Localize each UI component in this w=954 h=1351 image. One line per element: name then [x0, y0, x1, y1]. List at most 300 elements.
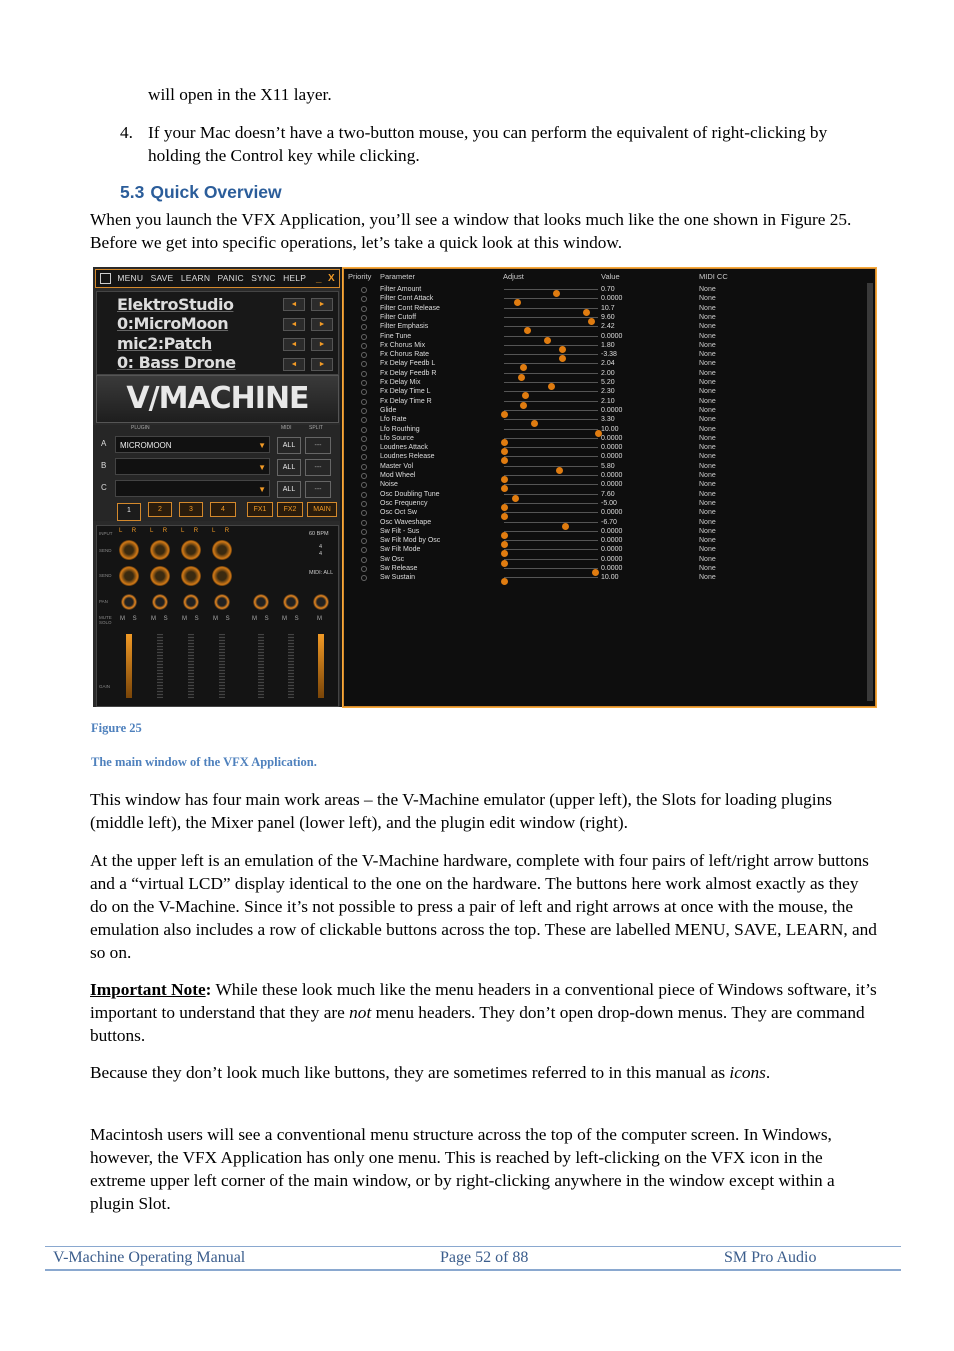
- parameter-row: [344, 397, 864, 406]
- parameter-row: [344, 471, 864, 480]
- note-text-a: While these look much like the menu headers in a conventional piece of Windows software, it’s important to understand that they are: [90, 980, 877, 1022]
- adjust-slider[interactable]: [504, 568, 598, 569]
- adjust-slider[interactable]: [504, 289, 598, 290]
- icons-text-a: Because they don’t look much like buttons, they are sometimes referred to in this manual as: [90, 1063, 730, 1082]
- parameter-value[interactable]: 0.0000: [601, 332, 623, 340]
- parameter-row: [344, 499, 864, 508]
- adjust-slider[interactable]: [504, 549, 598, 550]
- midi-cc[interactable]: None: [699, 453, 716, 461]
- pan-knob[interactable]: [183, 594, 199, 610]
- adjust-slider[interactable]: [504, 429, 598, 430]
- mute-solo-buttons[interactable]: M S: [252, 616, 272, 622]
- priority-radio[interactable]: [361, 352, 367, 358]
- input-lr: L R: [150, 528, 172, 534]
- adjust-slider[interactable]: [504, 363, 598, 364]
- priority-radio[interactable]: [361, 408, 367, 414]
- important-note-colon: :: [205, 980, 212, 999]
- intro-paragraph: When you launch the VFX Application, you’ll see a window that looks much like the one shown in Figure 25. Before we get into specific operations, let’s take a quick look at this window.: [90, 210, 852, 252]
- parameter-value[interactable]: 2.10: [601, 397, 615, 405]
- chevron-down-icon: ▼: [258, 441, 266, 450]
- adjust-slider[interactable]: [504, 354, 598, 355]
- midi-cc[interactable]: None: [699, 546, 716, 554]
- parameter-row: [344, 341, 864, 350]
- parameter-name: Fx Chorus Mix: [380, 341, 426, 349]
- parameter-row: [344, 350, 864, 359]
- midi-cc[interactable]: None: [699, 323, 716, 331]
- menu-bar: [95, 269, 340, 288]
- midi-cc[interactable]: None: [699, 518, 716, 526]
- send-knob[interactable]: [212, 540, 232, 560]
- parameter-value[interactable]: 0.0000: [601, 546, 623, 554]
- priority-radio[interactable]: [361, 575, 367, 581]
- parameter-name: Mod Wheel: [380, 472, 416, 479]
- midi-cc[interactable]: None: [699, 537, 716, 545]
- time-signature-top: 4: [319, 544, 323, 550]
- parameter-row: [344, 332, 864, 341]
- mute-solo-buttons[interactable]: M S: [151, 616, 171, 622]
- scrollbar[interactable]: [867, 283, 873, 701]
- parameter-row: [344, 313, 864, 322]
- priority-radio[interactable]: [361, 315, 367, 321]
- tab-1[interactable]: 1: [117, 503, 141, 521]
- virtual-lcd: [96, 291, 339, 375]
- midi-cc[interactable]: None: [699, 360, 716, 368]
- priority-radio[interactable]: [361, 287, 367, 293]
- parameter-value[interactable]: 2.00: [601, 369, 615, 377]
- help-button[interactable]: HELP: [283, 273, 307, 283]
- priority-radio[interactable]: [361, 380, 367, 386]
- parameter-name: Osc Oct Sw: [380, 509, 417, 517]
- midi-cc[interactable]: None: [699, 332, 716, 340]
- note-emphasis: not: [349, 1003, 372, 1022]
- list-number: 4.: [120, 123, 133, 142]
- adjust-slider[interactable]: [504, 391, 598, 392]
- slot-c: [93, 479, 340, 499]
- plugin-select[interactable]: [115, 480, 270, 497]
- adjust-slider[interactable]: [504, 475, 598, 476]
- priority-radio[interactable]: [361, 557, 367, 563]
- priority-radio[interactable]: [361, 361, 367, 367]
- midi-cc[interactable]: None: [699, 295, 716, 303]
- figure-caption: The main window of the VFX Application.: [91, 755, 317, 769]
- priority-radio[interactable]: [361, 473, 367, 479]
- send-knob[interactable]: [181, 540, 201, 560]
- adjust-slider[interactable]: [504, 438, 598, 439]
- paragraph-work-areas: This window has four main work areas – the V-Machine emulator (upper left), the Slots for loading plugins (middle left), the Mixer panel (lower left), and the plugin edit window (right).: [90, 790, 832, 832]
- paragraph-emulator: At the upper left is an emulation of the V-Machine hardware, complete with four pairs of left/right arrow buttons and a “virtual LCD” display identical to the one on the hardware. The buttons here work almost exactly as they do on the V-Machine. Since it’s not possible to press a pair of left and right arrows at once with the mouse, the emulation also includes a row of clickable buttons across the top. These are labelled MENU, SAVE, LEARN, and so on.: [90, 851, 877, 962]
- page-footer: [45, 1246, 901, 1271]
- parameter-row: [344, 536, 864, 545]
- parameter-value[interactable]: 0.0000: [601, 481, 623, 489]
- parameter-row: [344, 322, 864, 331]
- priority-radio[interactable]: [361, 566, 367, 572]
- plugin-select[interactable]: [115, 458, 270, 475]
- arrow-left-2[interactable]: ◄: [283, 318, 305, 331]
- minimize-icon[interactable]: _: [316, 273, 322, 284]
- page-number: Page 52 of 88: [440, 1249, 529, 1266]
- tab-fx2[interactable]: FX2: [277, 502, 303, 517]
- parameter-value[interactable]: 7.60: [601, 490, 615, 498]
- sync-button[interactable]: SYNC: [251, 273, 276, 283]
- adjust-slider[interactable]: [504, 484, 598, 485]
- gain-fader[interactable]: [188, 634, 194, 698]
- priority-radio[interactable]: [361, 482, 367, 488]
- learn-button[interactable]: LEARN: [180, 273, 211, 283]
- midi-cc[interactable]: None: [699, 313, 716, 321]
- mute-solo-buttons[interactable]: M S: [182, 616, 202, 622]
- parameter-name: Fx Delay Time R: [380, 397, 432, 405]
- parameter-header: Parameter: [380, 272, 416, 281]
- adjust-slider[interactable]: [504, 326, 598, 327]
- adjust-slider[interactable]: [504, 559, 598, 560]
- send-knob[interactable]: [150, 566, 170, 586]
- fx-fader[interactable]: [288, 634, 294, 698]
- parameter-value[interactable]: 0.0000: [601, 527, 623, 535]
- parameter-value[interactable]: 10.7: [601, 304, 615, 312]
- arrow-left-4[interactable]: ◄: [283, 358, 305, 371]
- bpm-display[interactable]: 60 BPM: [309, 531, 329, 537]
- fx-knob[interactable]: [283, 594, 299, 610]
- parameter-name: Filter Amount: [380, 286, 422, 293]
- parameter-value[interactable]: 0.0000: [601, 509, 623, 517]
- priority-radio[interactable]: [361, 445, 367, 451]
- parameter-row: [344, 573, 864, 582]
- parameter-row: [344, 285, 864, 294]
- note-text-b: menu headers. They don’t open drop-down menus. They are command buttons.: [90, 1003, 865, 1045]
- channel-strip-3: [179, 526, 205, 704]
- priority-radio[interactable]: [361, 436, 367, 442]
- parameter-name: Fine Tune: [380, 332, 412, 340]
- priority-radio[interactable]: [361, 399, 367, 405]
- vfx-icon[interactable]: [100, 273, 111, 284]
- adjust-slider[interactable]: [504, 540, 598, 541]
- parameter-value[interactable]: 9.60: [601, 313, 615, 321]
- pan-knob[interactable]: [152, 594, 168, 610]
- send-knob[interactable]: [212, 566, 232, 586]
- arrow-right-2[interactable]: ►: [311, 318, 333, 331]
- midi-cc[interactable]: None: [699, 509, 716, 517]
- main-knob[interactable]: [313, 594, 329, 610]
- midi-cc[interactable]: None: [699, 462, 716, 470]
- priority-radio[interactable]: [361, 454, 367, 460]
- parameter-value[interactable]: 0.70: [601, 286, 615, 293]
- lcd-line-3: mic2:Patch: [117, 334, 212, 353]
- parameter-value[interactable]: 2.42: [601, 323, 615, 331]
- adjust-slider[interactable]: [504, 419, 598, 420]
- main-fader[interactable]: [318, 634, 324, 698]
- adjust-slider[interactable]: [504, 345, 598, 346]
- gain-label: GAIN: [99, 684, 111, 689]
- priority-radio[interactable]: [361, 343, 367, 349]
- parameter-value[interactable]: -6.70: [601, 518, 617, 526]
- mixer-panel: [96, 525, 339, 707]
- midi-header: MIDI: [281, 425, 292, 431]
- split-button[interactable]: ---: [305, 459, 331, 476]
- send-knob[interactable]: [119, 540, 139, 560]
- parameter-row: [344, 480, 864, 489]
- plugin-header: PLUGIN: [131, 425, 150, 431]
- parameter-row: [344, 378, 864, 387]
- parameter-name: Noise: [380, 481, 398, 489]
- parameter-name: Sw Filt Mod by Osc: [380, 537, 441, 545]
- parameter-row: [344, 545, 864, 554]
- tab-fx1[interactable]: FX1: [247, 502, 273, 517]
- priority-radio[interactable]: [361, 501, 367, 507]
- parameter-value[interactable]: 10.00: [601, 425, 619, 433]
- midi-cc[interactable]: None: [699, 406, 716, 414]
- parameter-value[interactable]: 0.0000: [601, 453, 623, 461]
- chevron-down-icon: ▼: [258, 485, 266, 494]
- parameter-value[interactable]: 0.0000: [601, 406, 623, 414]
- lcd-line-2: 0:MicroMoon: [117, 314, 229, 333]
- parameter-name: Master Vol: [380, 462, 414, 470]
- parameter-value[interactable]: 0.0000: [601, 444, 623, 452]
- priority-radio[interactable]: [361, 492, 367, 498]
- gain-fader[interactable]: [157, 634, 163, 698]
- parameter-row: [344, 425, 864, 434]
- mixer-tabs: [93, 499, 340, 521]
- parameter-row: [344, 555, 864, 564]
- midi-cc[interactable]: None: [699, 499, 716, 507]
- parameter-value[interactable]: 5.20: [601, 379, 615, 386]
- send-knob[interactable]: [181, 566, 201, 586]
- footer-company: SM Pro Audio: [724, 1249, 817, 1266]
- input-lr: L R: [212, 528, 234, 534]
- adjust-slider[interactable]: [504, 456, 598, 457]
- midi-cc[interactable]: None: [699, 481, 716, 489]
- send-knob[interactable]: [150, 540, 170, 560]
- slot-a: [93, 435, 340, 455]
- parameter-row: [344, 304, 864, 313]
- midi-cc[interactable]: None: [699, 434, 716, 442]
- priority-radio[interactable]: [361, 427, 367, 433]
- tab-3[interactable]: 3: [179, 502, 203, 517]
- parameter-name: Sw Osc: [380, 555, 405, 563]
- mixer-midi-setting[interactable]: MIDI: ALL: [309, 570, 334, 576]
- tab-2[interactable]: 2: [148, 502, 172, 517]
- mute-solo-buttons[interactable]: M S: [120, 616, 140, 622]
- parameter-value[interactable]: 0.0000: [601, 537, 623, 545]
- adjust-slider[interactable]: [504, 466, 598, 467]
- midi-cc[interactable]: None: [699, 555, 716, 563]
- priority-radio[interactable]: [361, 371, 367, 377]
- parameter-row: [344, 452, 864, 461]
- priority-radio[interactable]: [361, 520, 367, 526]
- send-knob[interactable]: [119, 566, 139, 586]
- adjust-slider[interactable]: [504, 512, 598, 513]
- gain-fader[interactable]: [219, 634, 225, 698]
- icons-emphasis: icons: [729, 1063, 766, 1082]
- pan-label: PAN: [99, 599, 108, 604]
- adjust-slider[interactable]: [504, 298, 598, 299]
- channel-strip-2: [148, 526, 174, 704]
- parameter-value[interactable]: -5.00: [601, 499, 617, 507]
- parameter-value[interactable]: 2.04: [601, 360, 615, 368]
- section-number: 5.3: [120, 182, 145, 202]
- mute-solo-label: MUTE SOLO: [99, 615, 112, 625]
- priority-radio[interactable]: [361, 324, 367, 330]
- midi-cc[interactable]: None: [699, 351, 716, 359]
- midi-cc[interactable]: None: [699, 286, 716, 293]
- tab-main[interactable]: MAIN: [307, 502, 337, 517]
- parameter-value[interactable]: 3.30: [601, 416, 615, 424]
- parameter-name: Fx Chorus Rate: [380, 351, 430, 359]
- parameter-row: [344, 443, 864, 452]
- split-button[interactable]: ---: [305, 437, 331, 454]
- parameter-name: Loudnes Release: [380, 453, 435, 461]
- midi-cc[interactable]: None: [699, 397, 716, 405]
- slot-label: A: [101, 439, 107, 448]
- value-header: Value: [601, 272, 620, 281]
- midi-channel-button[interactable]: ALL: [277, 459, 301, 476]
- midi-cc[interactable]: None: [699, 425, 716, 433]
- midi-cc[interactable]: None: [699, 527, 716, 535]
- adjust-slider[interactable]: [504, 494, 598, 495]
- parameter-value[interactable]: 0.0000: [601, 555, 623, 563]
- adjust-slider[interactable]: [504, 447, 598, 448]
- input-lr: L R: [119, 528, 141, 534]
- arrow-left-1[interactable]: ◄: [283, 298, 305, 311]
- adjust-slider[interactable]: [504, 308, 598, 309]
- vfx-app-screenshot: [93, 267, 875, 707]
- midi-cc[interactable]: None: [699, 490, 716, 498]
- paragraph-x11: will open in the X11 layer.: [148, 85, 332, 104]
- split-header: SPLIT: [309, 425, 323, 431]
- priority-radio[interactable]: [361, 538, 367, 544]
- priority-radio[interactable]: [361, 296, 367, 302]
- paragraph-menus: Macintosh users will see a conventional menu structure across the top of the computer screen. In Windows, however, the VFX Application has only one menu. This is reached by left-clicking on the VFX icon in the extreme upper left corner of the main window, or by right-clicking anywhere in the window except within a plugin Slot.: [90, 1125, 835, 1213]
- parameter-row: [344, 564, 864, 573]
- tab-4[interactable]: 4: [210, 502, 236, 517]
- midi-channel-button[interactable]: ALL: [277, 437, 301, 454]
- parameter-value[interactable]: 2.30: [601, 388, 615, 396]
- panic-button[interactable]: PANIC: [217, 273, 244, 283]
- split-button[interactable]: ---: [305, 481, 331, 498]
- arrow-right-1[interactable]: ►: [311, 298, 333, 311]
- midi-cc[interactable]: None: [699, 416, 716, 424]
- send-label-2: SEND: [99, 573, 112, 578]
- slider-thumb[interactable]: [501, 578, 508, 585]
- plugin-select[interactable]: [115, 436, 270, 453]
- parameter-value[interactable]: 0.0000: [601, 472, 623, 479]
- midi-cc[interactable]: None: [699, 369, 716, 377]
- priority-radio[interactable]: [361, 547, 367, 553]
- midi-channel-button[interactable]: ALL: [277, 481, 301, 498]
- pan-knob[interactable]: [121, 594, 137, 610]
- adjust-slider[interactable]: [504, 503, 598, 504]
- adjust-slider[interactable]: [504, 577, 598, 578]
- section-heading: [120, 182, 282, 203]
- parameter-name: Fx Delay Mix: [380, 379, 421, 386]
- mute-solo-buttons[interactable]: M S: [282, 616, 302, 622]
- footer-title: V-Machine Operating Manual: [53, 1249, 246, 1266]
- parameter-value[interactable]: 0.0000: [601, 295, 623, 303]
- parameter-value[interactable]: 5.80: [601, 462, 615, 470]
- arrow-left-3[interactable]: ◄: [283, 338, 305, 351]
- priority-radio[interactable]: [361, 510, 367, 516]
- mute-button[interactable]: M: [317, 616, 325, 622]
- parameter-value[interactable]: -3.38: [601, 351, 617, 359]
- parameter-name: Sw Release: [380, 565, 418, 572]
- adjust-slider[interactable]: [504, 410, 598, 411]
- parameter-name: Loudnes Attack: [380, 444, 428, 452]
- parameter-row: [344, 415, 864, 424]
- adjust-slider[interactable]: [504, 373, 598, 374]
- parameter-row: [344, 518, 864, 527]
- parameter-name: Filter Cont Release: [380, 304, 440, 312]
- priority-radio[interactable]: [361, 334, 367, 340]
- adjust-slider[interactable]: [504, 317, 598, 318]
- fx-knob[interactable]: [253, 594, 269, 610]
- parameter-value[interactable]: 1.80: [601, 341, 615, 349]
- midi-cc[interactable]: None: [699, 341, 716, 349]
- mute-solo-buttons[interactable]: M S: [213, 616, 233, 622]
- send-label-1: SEND: [99, 548, 112, 553]
- midi-cc[interactable]: None: [699, 574, 716, 582]
- adjust-slider[interactable]: [504, 382, 598, 383]
- pan-knob[interactable]: [214, 594, 230, 610]
- adjust-slider[interactable]: [504, 522, 598, 523]
- midi-cc[interactable]: None: [699, 304, 716, 312]
- midi-cc[interactable]: None: [699, 444, 716, 452]
- gain-fader[interactable]: [126, 634, 132, 698]
- parameter-name: Sw Sustain: [380, 574, 416, 582]
- parameter-name: Fx Delay Feedb L: [380, 360, 436, 368]
- icons-text-b: .: [765, 1063, 771, 1082]
- adjust-slider[interactable]: [504, 401, 598, 402]
- parameter-row: [344, 387, 864, 396]
- plugin-edit-window: [343, 268, 876, 707]
- priority-header: Priority: [348, 272, 372, 281]
- chevron-down-icon: ▼: [258, 463, 266, 472]
- parameter-name: Osc Waveshape: [380, 518, 432, 526]
- fx1-strip: [249, 526, 275, 704]
- paragraph-icons: [90, 1061, 880, 1084]
- slot-b: [93, 457, 340, 477]
- important-note-label: Important Note: [90, 980, 206, 999]
- parameter-row: [344, 406, 864, 415]
- save-button[interactable]: SAVE: [150, 273, 174, 283]
- parameter-name: Lfo Rate: [380, 416, 407, 424]
- parameter-name: Filter Emphasis: [380, 323, 429, 331]
- priority-radio[interactable]: [361, 464, 367, 470]
- parameter-name: Lfo Source: [380, 434, 414, 442]
- arrow-right-3[interactable]: ►: [311, 338, 333, 351]
- parameter-name: Osc Frequency: [380, 499, 428, 507]
- midi-cc[interactable]: None: [699, 379, 716, 386]
- midi-cc[interactable]: None: [699, 565, 716, 572]
- priority-radio[interactable]: [361, 389, 367, 395]
- priority-radio[interactable]: [361, 529, 367, 535]
- midi-cc[interactable]: None: [699, 388, 716, 396]
- parameter-name: Sw Filt Mode: [380, 546, 421, 554]
- close-icon[interactable]: X: [328, 273, 335, 284]
- list-item-4: If your Mac doesn’t have a two-button mouse, you can perform the equivalent of right-clicking by holding the Control key while clicking.: [148, 123, 828, 165]
- menu-button[interactable]: MENU: [117, 273, 144, 283]
- fx-fader[interactable]: [258, 634, 264, 698]
- parameter-value[interactable]: 0.0000: [601, 565, 623, 572]
- lcd-line-4: 0: Bass Drone: [117, 353, 236, 372]
- adjust-slider[interactable]: [504, 336, 598, 337]
- parameter-value[interactable]: 0.0000: [601, 434, 623, 442]
- priority-radio[interactable]: [361, 306, 367, 312]
- priority-radio[interactable]: [361, 417, 367, 423]
- parameter-name: Glide: [380, 406, 397, 414]
- parameter-value[interactable]: 10.00: [601, 574, 619, 582]
- midi-cc[interactable]: None: [699, 472, 716, 479]
- adjust-slider[interactable]: [504, 531, 598, 532]
- arrow-right-4[interactable]: ►: [311, 358, 333, 371]
